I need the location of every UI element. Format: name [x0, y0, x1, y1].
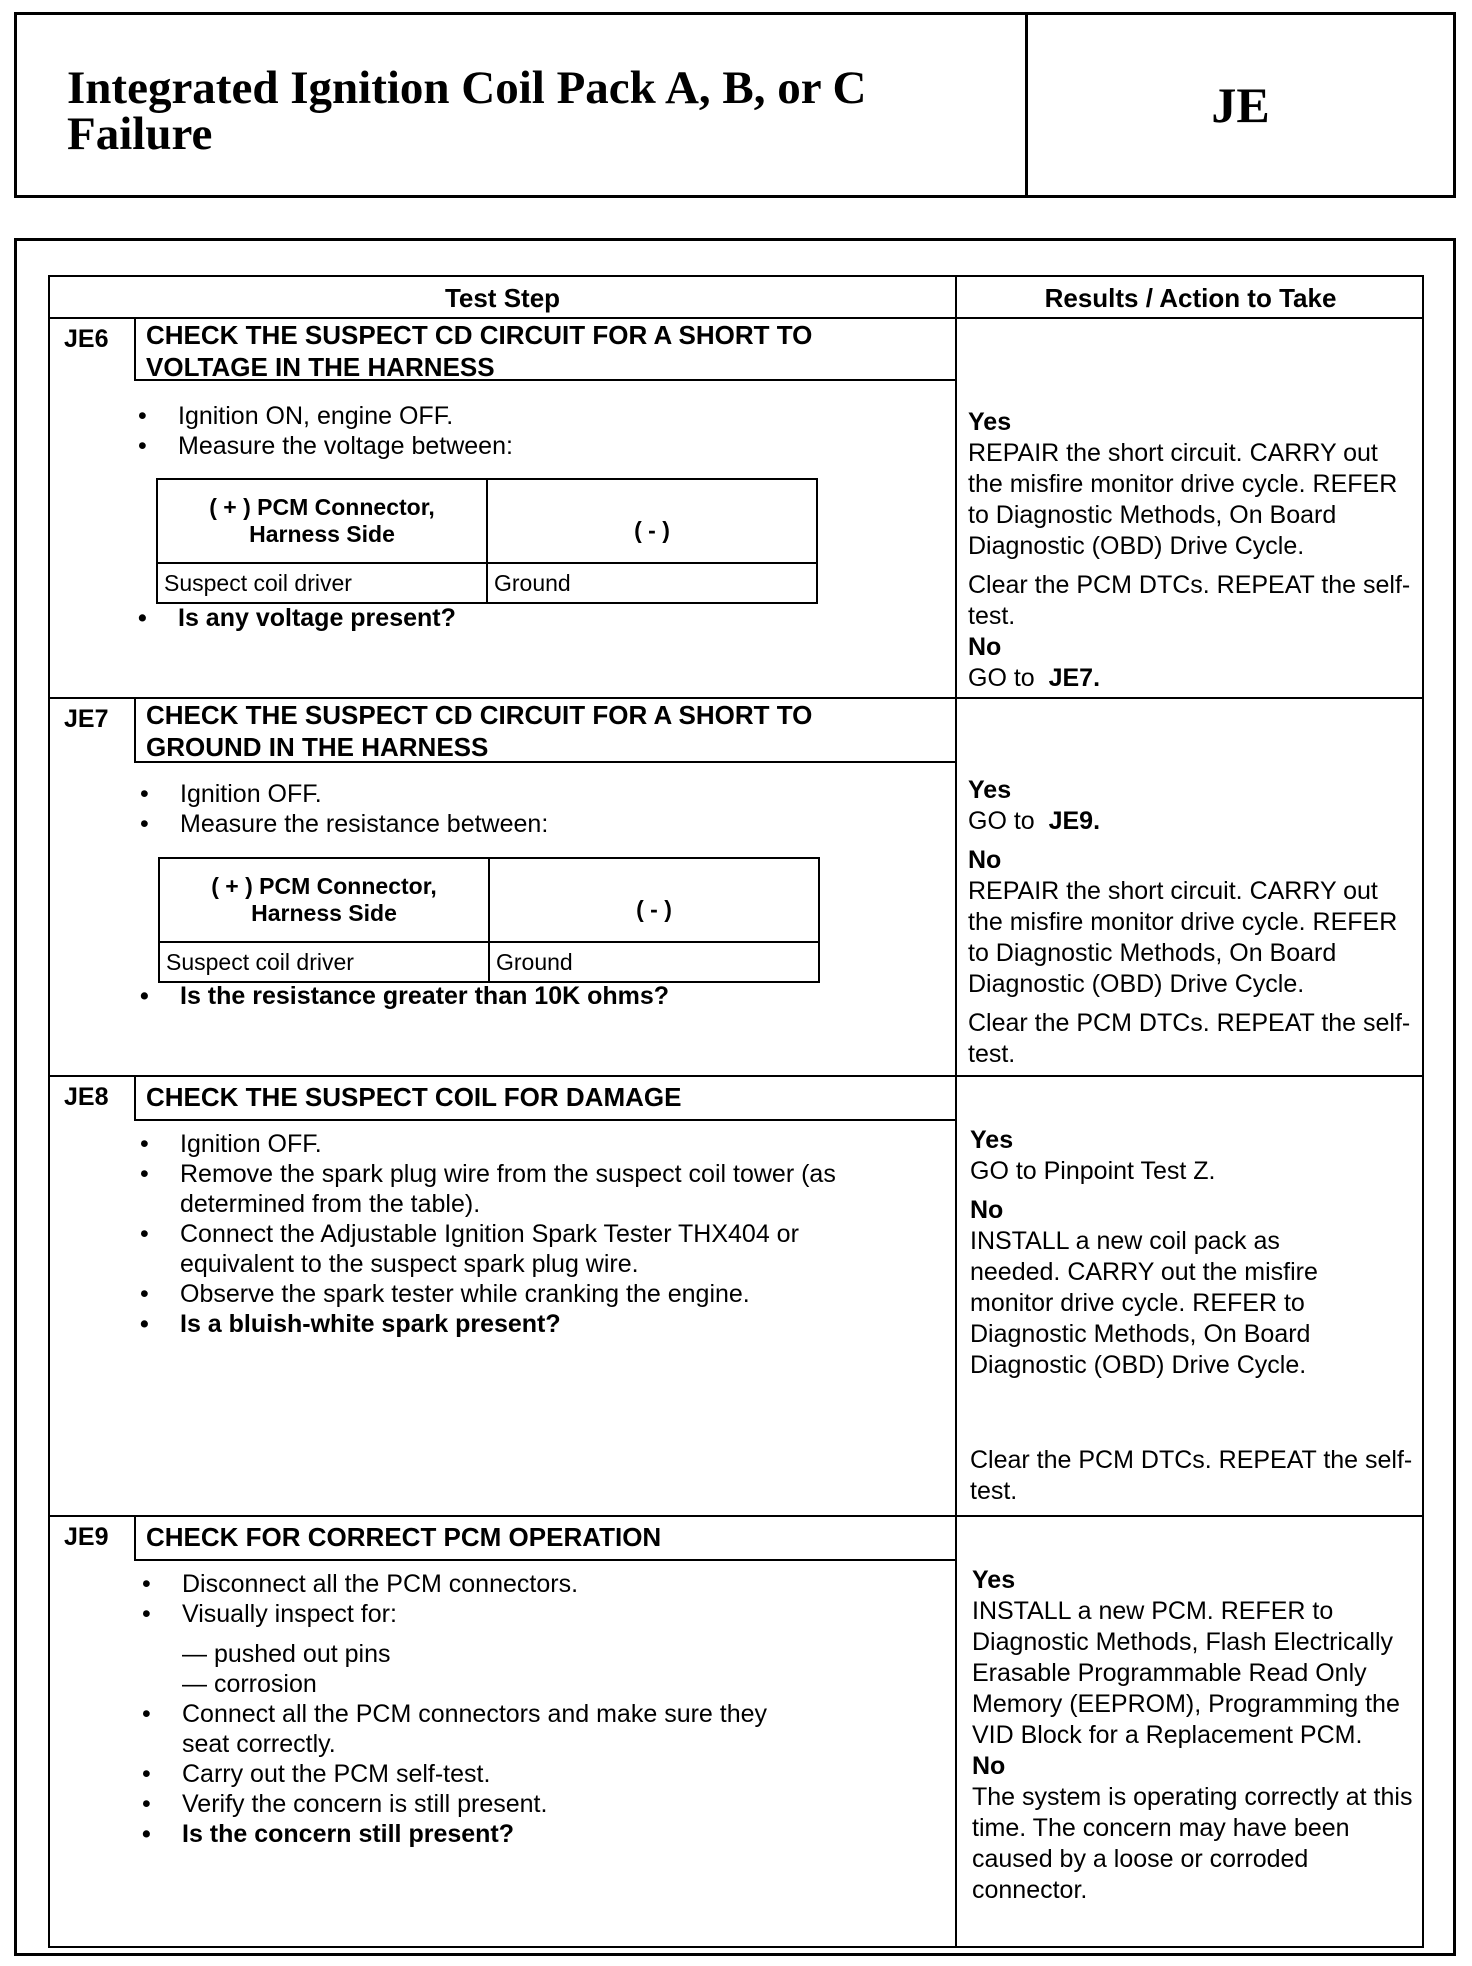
- id-divider: [134, 319, 136, 379]
- step-results-extra: [970, 1445, 1420, 1507]
- step-title: CHECK THE SUSPECT COIL FOR DAMAGE: [146, 1082, 682, 1112]
- id-divider: [134, 699, 136, 761]
- bullet-item: • Connect all the PCM connectors and make sure they seat correctly.: [136, 1699, 802, 1759]
- meas-cell: Suspect coil driver: [157, 563, 487, 603]
- col-header-results: Results / Action to Take: [1044, 283, 1337, 313]
- section-code: JE: [1211, 77, 1270, 133]
- goto-ref-link[interactable]: JE7.: [1048, 664, 1101, 692]
- step-bullets: [134, 1129, 854, 1339]
- step-results: [970, 1125, 1420, 1381]
- page-title: Integrated Ignition Coil Pack A, B, or C Failure: [67, 62, 867, 160]
- title-underline: [134, 1559, 955, 1561]
- measurement-table: [156, 478, 818, 604]
- no-text: INSTALL a new coil pack as needed. CARRY out the misfire monitor drive cycle. REFER to Diagnostic Methods, On Board Diagnostic (OBD) Drive Cycle.: [970, 1227, 1318, 1379]
- step-bullets: [132, 401, 932, 461]
- step-id: JE8: [64, 1083, 109, 1111]
- step-title: CHECK THE SUSPECT CD CIRCUIT FOR A SHORT TO GROUND IN THE HARNESS: [146, 700, 813, 762]
- bullet-item: • Disconnect all the PCM connectors.: [136, 1569, 856, 1599]
- yes-action: [968, 806, 1418, 837]
- step-id: JE6: [64, 325, 109, 353]
- bullet-item: • Connect the Adjustable Ignition Spark Tester THX404 or equivalent to the suspect spark plug wire.: [134, 1219, 854, 1279]
- no-text: REPAIR the short circuit. CARRY out the misfire monitor drive cycle. REFER to Diagnostic Methods, On Board Diagnostic (OBD) Drive Cycle.: [968, 877, 1398, 998]
- meas-header-minus: ( - ): [487, 479, 817, 563]
- yes-text: GO to Pinpoint Test Z.: [970, 1157, 1216, 1185]
- yes-text-2: Clear the PCM DTCs. REPEAT the self-test.: [968, 571, 1411, 630]
- step-question: [132, 603, 932, 633]
- bullet-item: • Ignition OFF.: [134, 1129, 854, 1159]
- step-separator: [50, 1515, 1422, 1517]
- dash-item: — pushed out pins: [182, 1640, 391, 1668]
- no-action: [968, 663, 1418, 694]
- page-header: [14, 12, 1456, 198]
- yes-text: INSTALL a new PCM. REFER to Diagnostic Methods, Flash Electrically Erasable Programmable Read Only Memory (EEPROM), Programming the VID Block for a Replacement PCM.: [972, 1597, 1400, 1749]
- meas-header-plus: ( + ) PCM Connector, Harness Side: [159, 858, 489, 942]
- meas-header-plus: ( + ) PCM Connector, Harness Side: [157, 479, 487, 563]
- id-divider: [134, 1517, 136, 1559]
- bullet-item: • Visually inspect for:: [136, 1599, 856, 1629]
- step-results: [972, 1565, 1422, 1906]
- bullet-item: • Ignition ON, engine OFF.: [132, 401, 932, 431]
- bullet-item: • Verify the concern is still present.: [136, 1789, 856, 1819]
- meas-cell: Suspect coil driver: [159, 942, 489, 982]
- step-results: [968, 775, 1418, 1070]
- yes-label: Yes: [968, 408, 1012, 436]
- goto-ref-link[interactable]: JE9.: [1048, 807, 1101, 835]
- dash-item: — corrosion: [182, 1670, 317, 1698]
- meas-header-minus: ( - ): [489, 858, 819, 942]
- no-label: No: [972, 1752, 1006, 1780]
- step-id: JE9: [64, 1523, 109, 1551]
- step-id: JE7: [64, 705, 109, 733]
- step-results: [968, 407, 1418, 694]
- meas-cell: Ground: [489, 942, 819, 982]
- no-text: GO to: [968, 664, 1035, 692]
- bullet-item: • Observe the spark tester while cranking the engine.: [134, 1279, 854, 1309]
- measurement-table: [158, 857, 820, 983]
- step-bullets: [134, 779, 934, 839]
- pinpoint-table: [48, 275, 1424, 1948]
- yes-label: Yes: [970, 1126, 1014, 1154]
- question-item: • Is any voltage present?: [132, 603, 932, 633]
- bullet-item: • Ignition OFF.: [134, 779, 934, 809]
- question-item: • Is the concern still present?: [136, 1819, 856, 1849]
- no-text-2: Clear the PCM DTCs. REPEAT the self-test.: [968, 1009, 1411, 1068]
- question-item: • Is a bluish-white spark present?: [134, 1309, 854, 1339]
- no-label: No: [968, 633, 1002, 661]
- bullet-item: • Measure the voltage between:: [132, 431, 932, 461]
- no-label: No: [968, 846, 1002, 874]
- yes-text: GO to: [968, 807, 1035, 835]
- yes-text: REPAIR the short circuit. CARRY out the misfire monitor drive cycle. REFER to Diagnostic Methods, On Board Diagnostic (OBD) Drive Cycle.: [968, 439, 1398, 560]
- step-question: [134, 981, 934, 1011]
- bullet-item: • Measure the resistance between:: [134, 809, 934, 839]
- step-title: CHECK FOR CORRECT PCM OPERATION: [146, 1522, 662, 1552]
- meas-cell: Ground: [487, 563, 817, 603]
- bullet-item: • Carry out the PCM self-test.: [136, 1759, 856, 1789]
- bullet-item: • Remove the spark plug wire from the suspect coil tower (as determined from the table).: [134, 1159, 854, 1219]
- no-label: No: [970, 1196, 1004, 1224]
- yes-label: Yes: [972, 1566, 1016, 1594]
- no-text-2: Clear the PCM DTCs. REPEAT the self-test.: [970, 1446, 1413, 1505]
- question-item: • Is the resistance greater than 10K ohms?: [134, 981, 934, 1011]
- yes-label: Yes: [968, 776, 1012, 804]
- step-separator: [50, 1075, 1422, 1077]
- id-divider: [134, 1077, 136, 1119]
- no-text: The system is operating correctly at this time. The concern may have been caused by a loose or corroded connector.: [972, 1783, 1413, 1904]
- step-title: CHECK THE SUSPECT CD CIRCUIT FOR A SHORT TO VOLTAGE IN THE HARNESS: [146, 320, 813, 382]
- col-header-test-step: Test Step: [444, 283, 561, 313]
- title-underline: [134, 1119, 955, 1121]
- column-divider: [955, 277, 957, 1946]
- step-bullets: [136, 1569, 856, 1849]
